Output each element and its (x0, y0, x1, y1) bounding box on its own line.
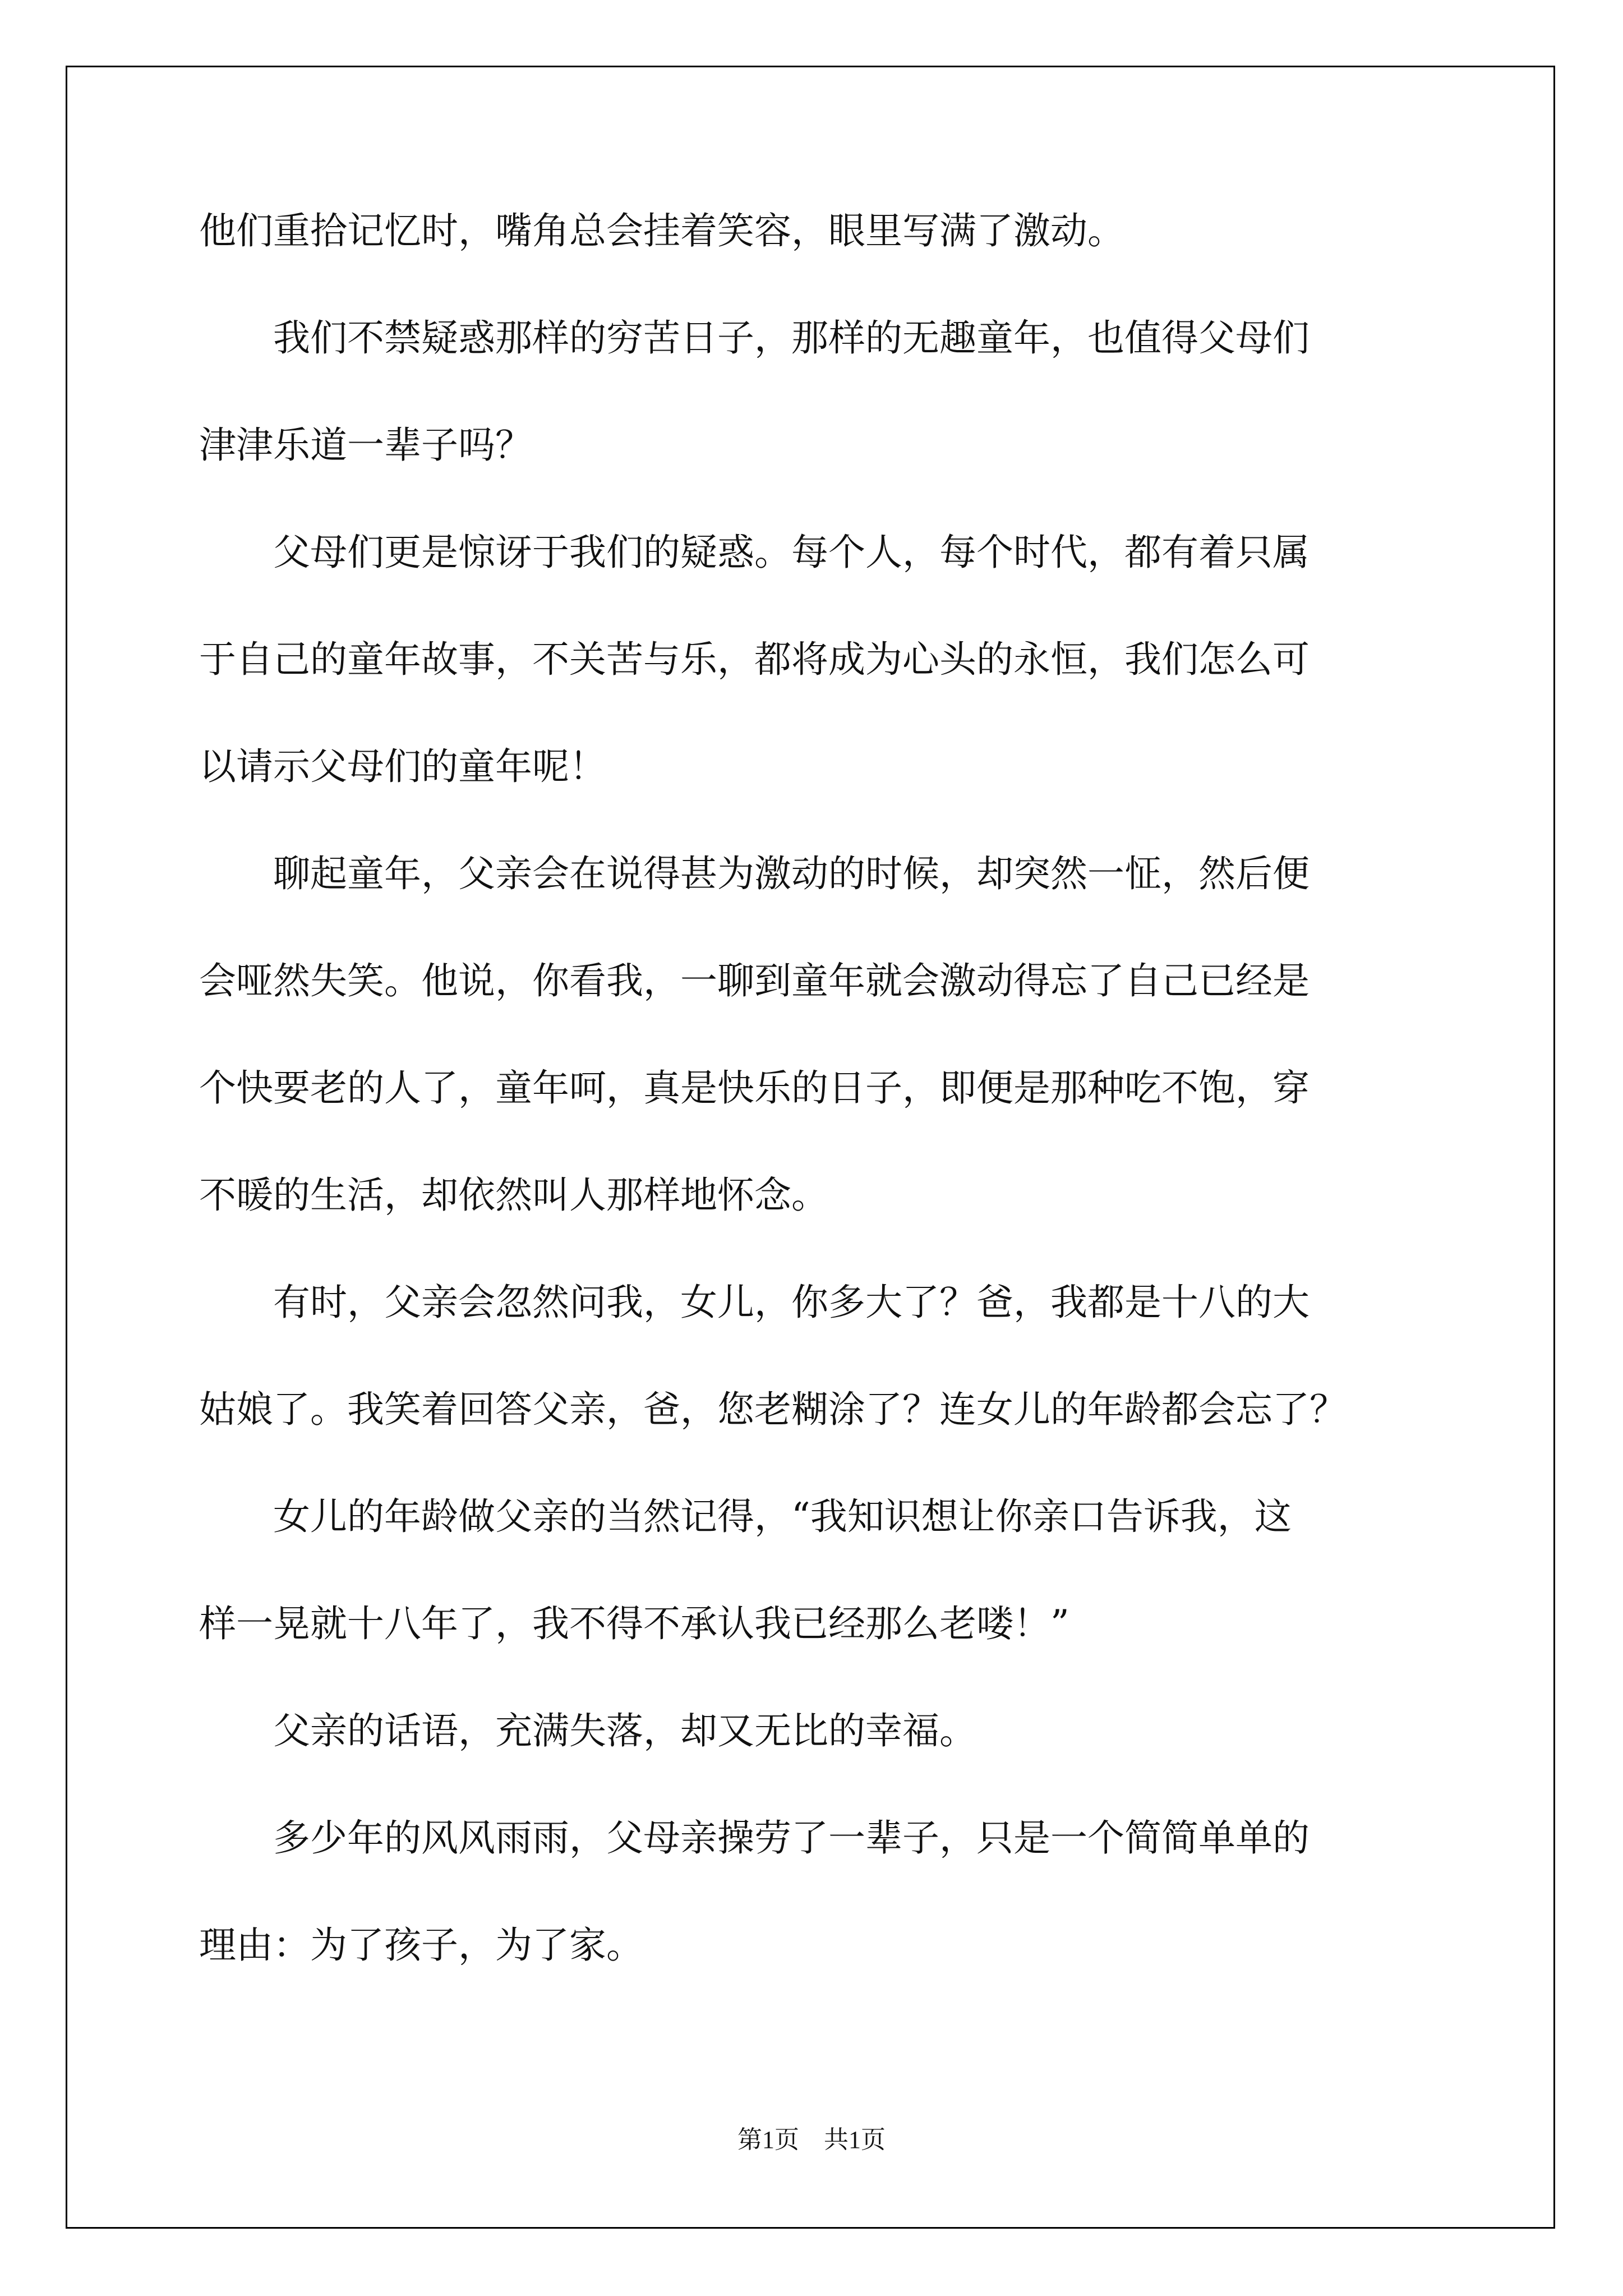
text-line: 津津乐道一辈子吗？ (199, 424, 532, 467)
text-line: 个快要老的人了，童年呵，真是快乐的日子，即便是那种吃不饱，穿 (199, 1066, 1310, 1110)
page-footer: 第1页 共1页 (737, 2126, 886, 2154)
text-line: 父亲的话语，充满失落，却又无比的幸福。 (199, 1709, 976, 1752)
text-line: 不暖的生活，却依然叫人那样地怀念。 (199, 1174, 828, 1217)
text-line: 女儿的年龄做父亲的当然记得，“我知识想让你亲口告诉我，这 (199, 1495, 1292, 1538)
text-line: 他们重拾记忆时，嘴角总会挂着笑容，眼里写满了激动。 (199, 209, 1124, 252)
text-line: 以请示父母们的童年呢！ (199, 745, 606, 788)
text-line: 聊起童年，父亲会在说得甚为激动的时候，却突然一怔，然后便 (199, 852, 1310, 895)
text-line: 样一晃就十八年了，我不得不承认我已经那么老喽！” (199, 1602, 1069, 1645)
text-line: 理由：为了孩子，为了家。 (199, 1924, 643, 1967)
text-line: 姑娘了。我笑着回答父亲，爸，您老糊涂了？连女儿的年龄都会忘了？ (199, 1388, 1347, 1431)
text-line: 于自己的童年故事，不关苦与乐，都将成为心头的永恒，我们怎么可 (199, 638, 1310, 681)
text-line: 我们不禁疑惑那样的穷苦日子，那样的无趣童年，也值得父母们 (199, 316, 1310, 360)
text-line: 多少年的风风雨雨，父母亲操劳了一辈子，只是一个简简单单的 (199, 1816, 1310, 1860)
page-border (66, 66, 1555, 2229)
text-line: 会哑然失笑。他说，你看我，一聊到童年就会激动得忘了自己已经是 (199, 959, 1310, 1002)
text-line: 有时，父亲会忽然问我，女儿，你多大了？爸，我都是十八的大 (199, 1281, 1310, 1324)
text-line: 父母们更是惊讶于我们的疑惑。每个人，每个时代，都有着只属 (199, 531, 1310, 574)
